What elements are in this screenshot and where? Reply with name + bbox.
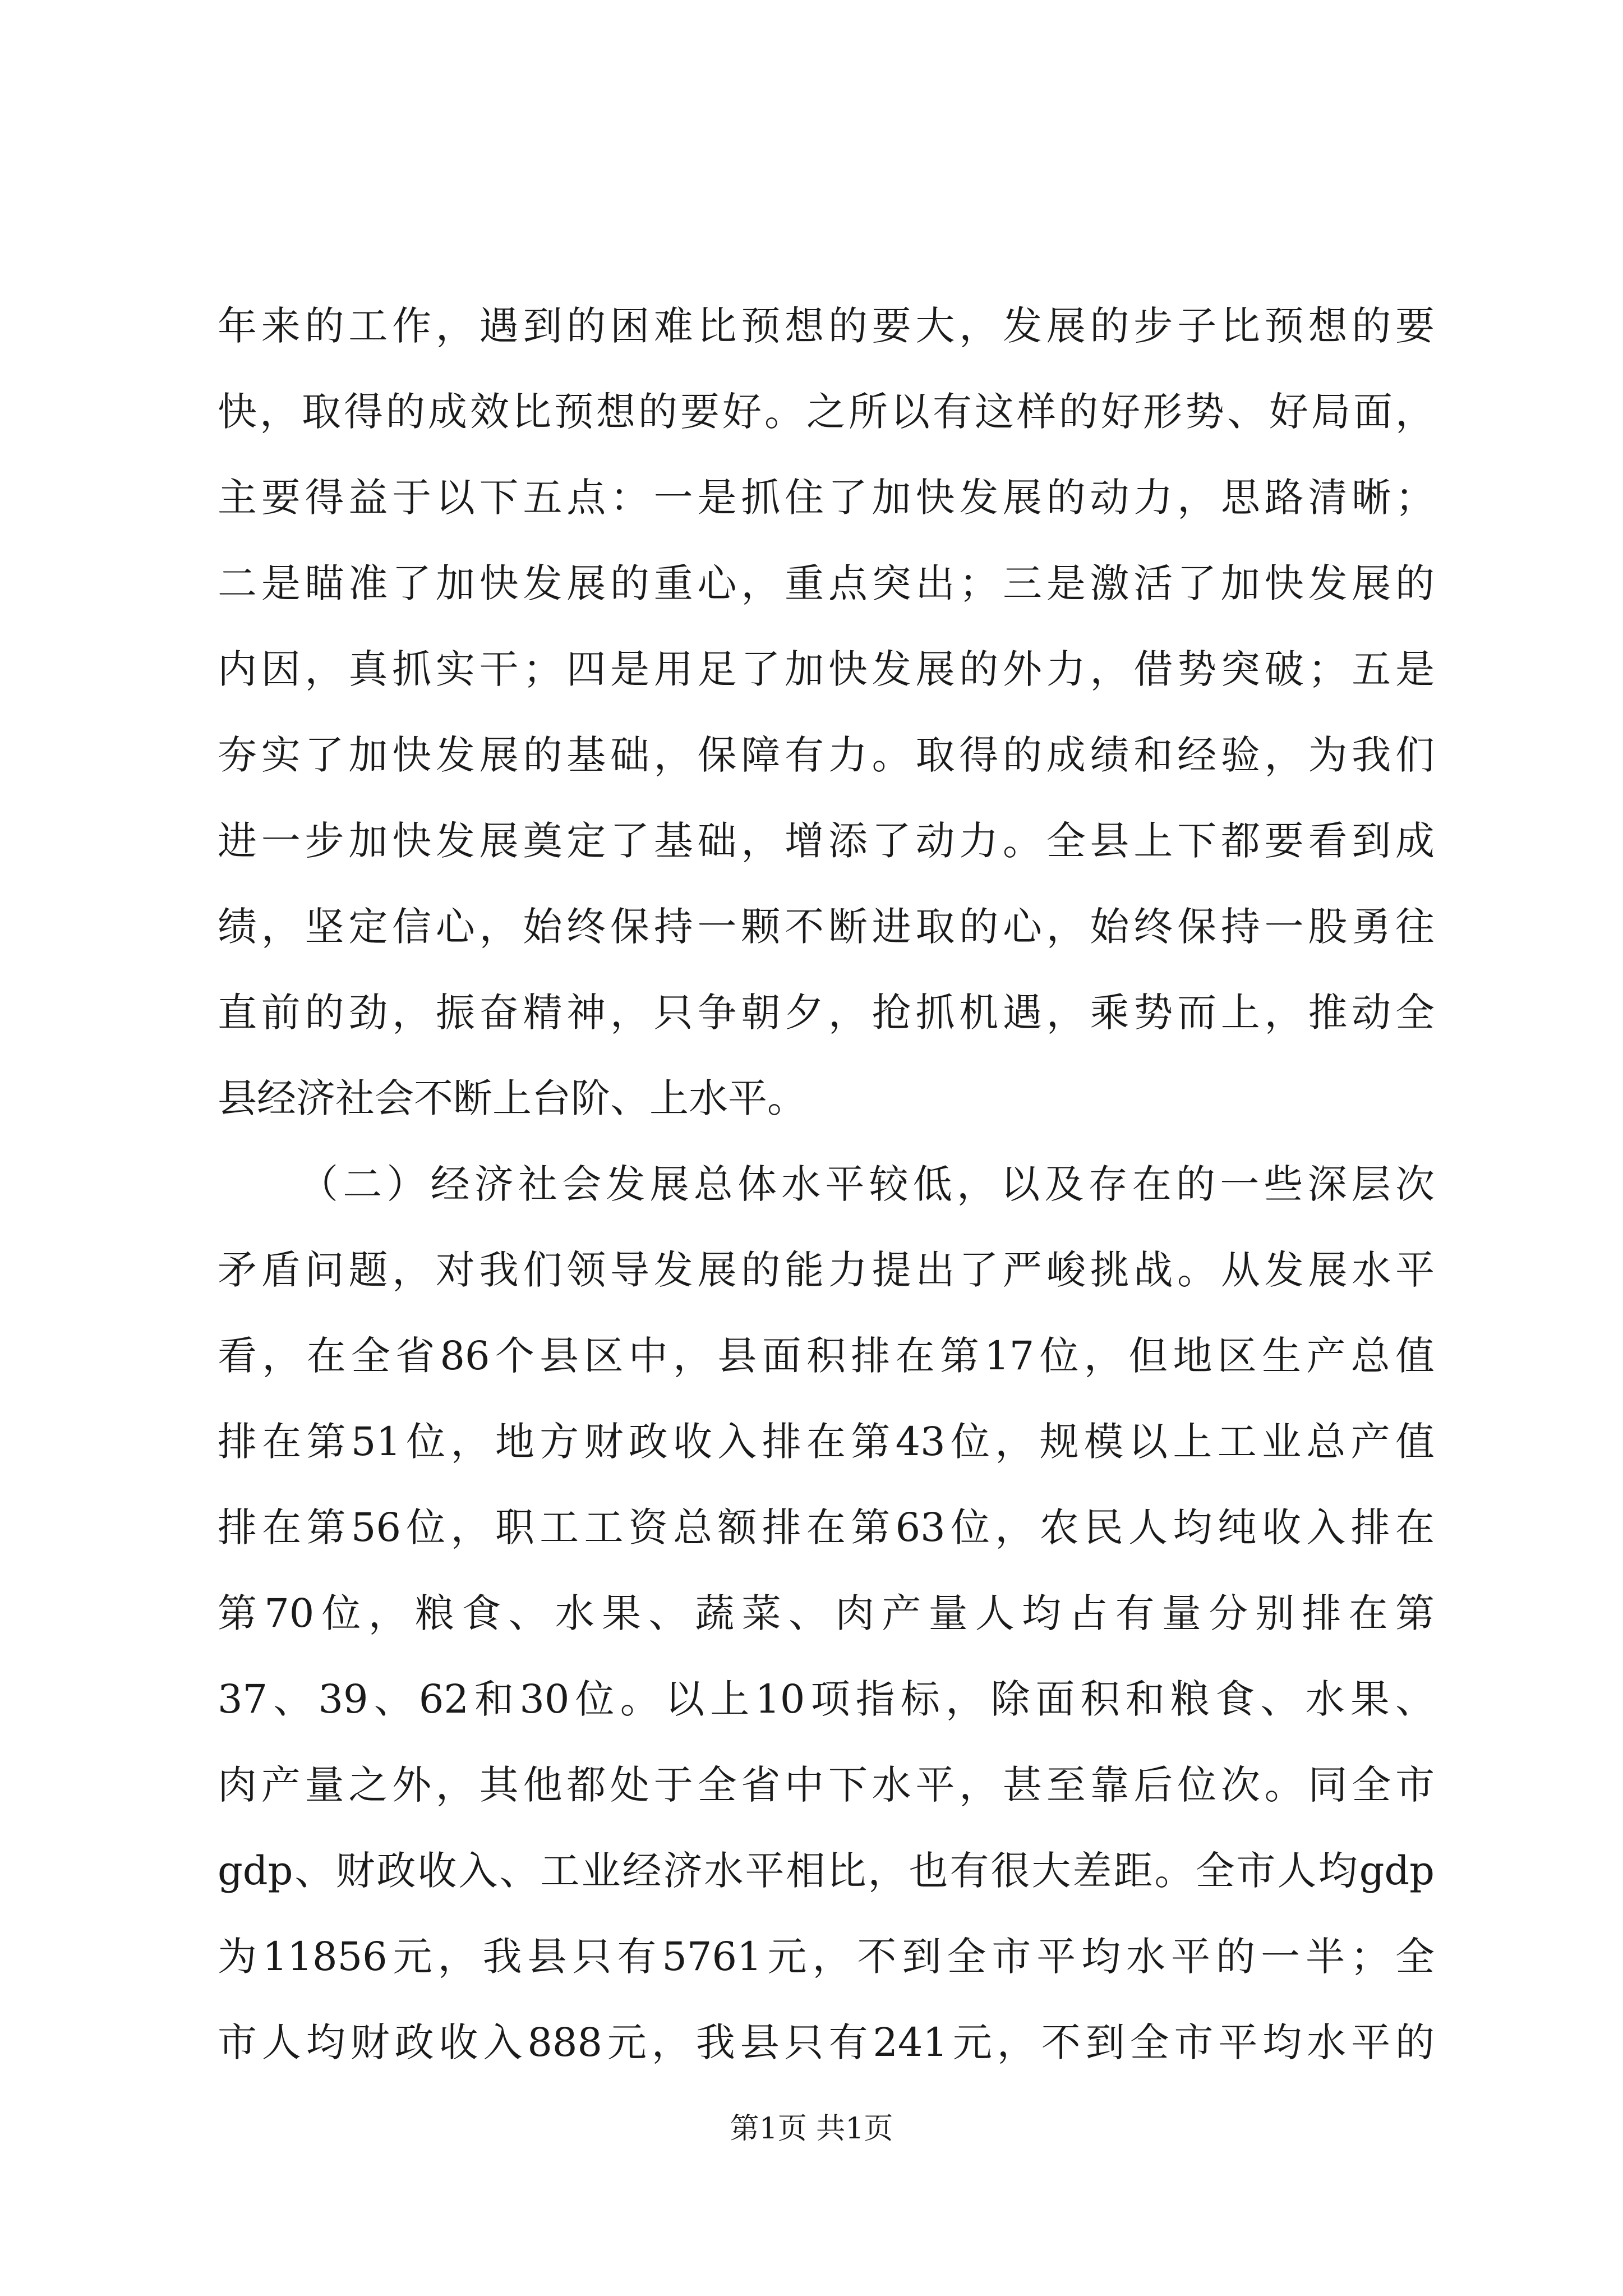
paragraph-line: 37、39、62和30位。以上10项指标，除面积和粮食、水果、 xyxy=(218,1676,1435,1722)
document-body xyxy=(218,283,1435,2086)
paragraph-line: 排在第51位，地方财政收入排在第43位，规模以上工业总产值 xyxy=(218,1419,1435,1465)
paragraph-line: 第70位，粮食、水果、蔬菜、肉产量人均占有量分别排在第 xyxy=(218,1590,1435,1636)
paragraph-line: 矛盾问题，对我们领导发展的能力提出了严峻挑战。从发展水平 xyxy=(218,1247,1435,1293)
paragraph-line: 市人均财政收入888元，我县只有241元，不到全市平均水平的 xyxy=(218,2019,1435,2065)
paragraph-line: 夯实了加快发展的基础，保障有力。取得的成绩和经验，为我们 xyxy=(218,732,1435,778)
paragraph-line: 为11856元，我县只有5761元，不到全市平均水平的一半；全 xyxy=(218,1934,1435,1980)
paragraph-line: 快，取得的成效比预想的要好。之所以有这样的好形势、好局面， xyxy=(218,389,1435,435)
paragraph-line: 排在第56位，职工工资总额排在第63位，农民人均纯收入排在 xyxy=(218,1504,1435,1550)
paragraph-line: 内因，真抓实干；四是用足了加快发展的外力，借势突破；五是 xyxy=(218,646,1435,692)
page-footer: 第1页 共1页 xyxy=(730,2112,893,2146)
paragraph-line: 年来的工作，遇到的困难比预想的要大，发展的步子比预想的要 xyxy=(218,303,1435,349)
paragraph-line: 进一步加快发展奠定了基础，增添了动力。全县上下都要看到成 xyxy=(218,818,1435,864)
paragraph-line: 直前的劲，振奋精神，只争朝夕，抢抓机遇，乘势而上，推动全 xyxy=(218,990,1435,1036)
paragraph-line: 县经济社会不断上台阶、上水平。 xyxy=(218,1075,806,1121)
paragraph-line: 肉产量之外，其他都处于全省中下水平，甚至靠后位次。同全市 xyxy=(218,1762,1435,1808)
paragraph-line: gdp、财政收入、工业经济水平相比，也有很大差距。全市人均gdp xyxy=(218,1848,1435,1894)
paragraph-line: 二是瞄准了加快发展的重心，重点突出；三是激活了加快发展的 xyxy=(218,560,1435,606)
paragraph-line: 主要得益于以下五点：一是抓住了加快发展的动力，思路清晰； xyxy=(218,475,1435,521)
paragraph-line: 看，在全省86个县区中，县面积排在第17位，但地区生产总值 xyxy=(218,1333,1435,1379)
paragraph-line: 绩，坚定信心，始终保持一颗不断进取的心，始终保持一股勇往 xyxy=(218,904,1435,950)
paragraph-line: （二）经济社会发展总体水平较低，以及存在的一些深层次 xyxy=(299,1161,1435,1207)
